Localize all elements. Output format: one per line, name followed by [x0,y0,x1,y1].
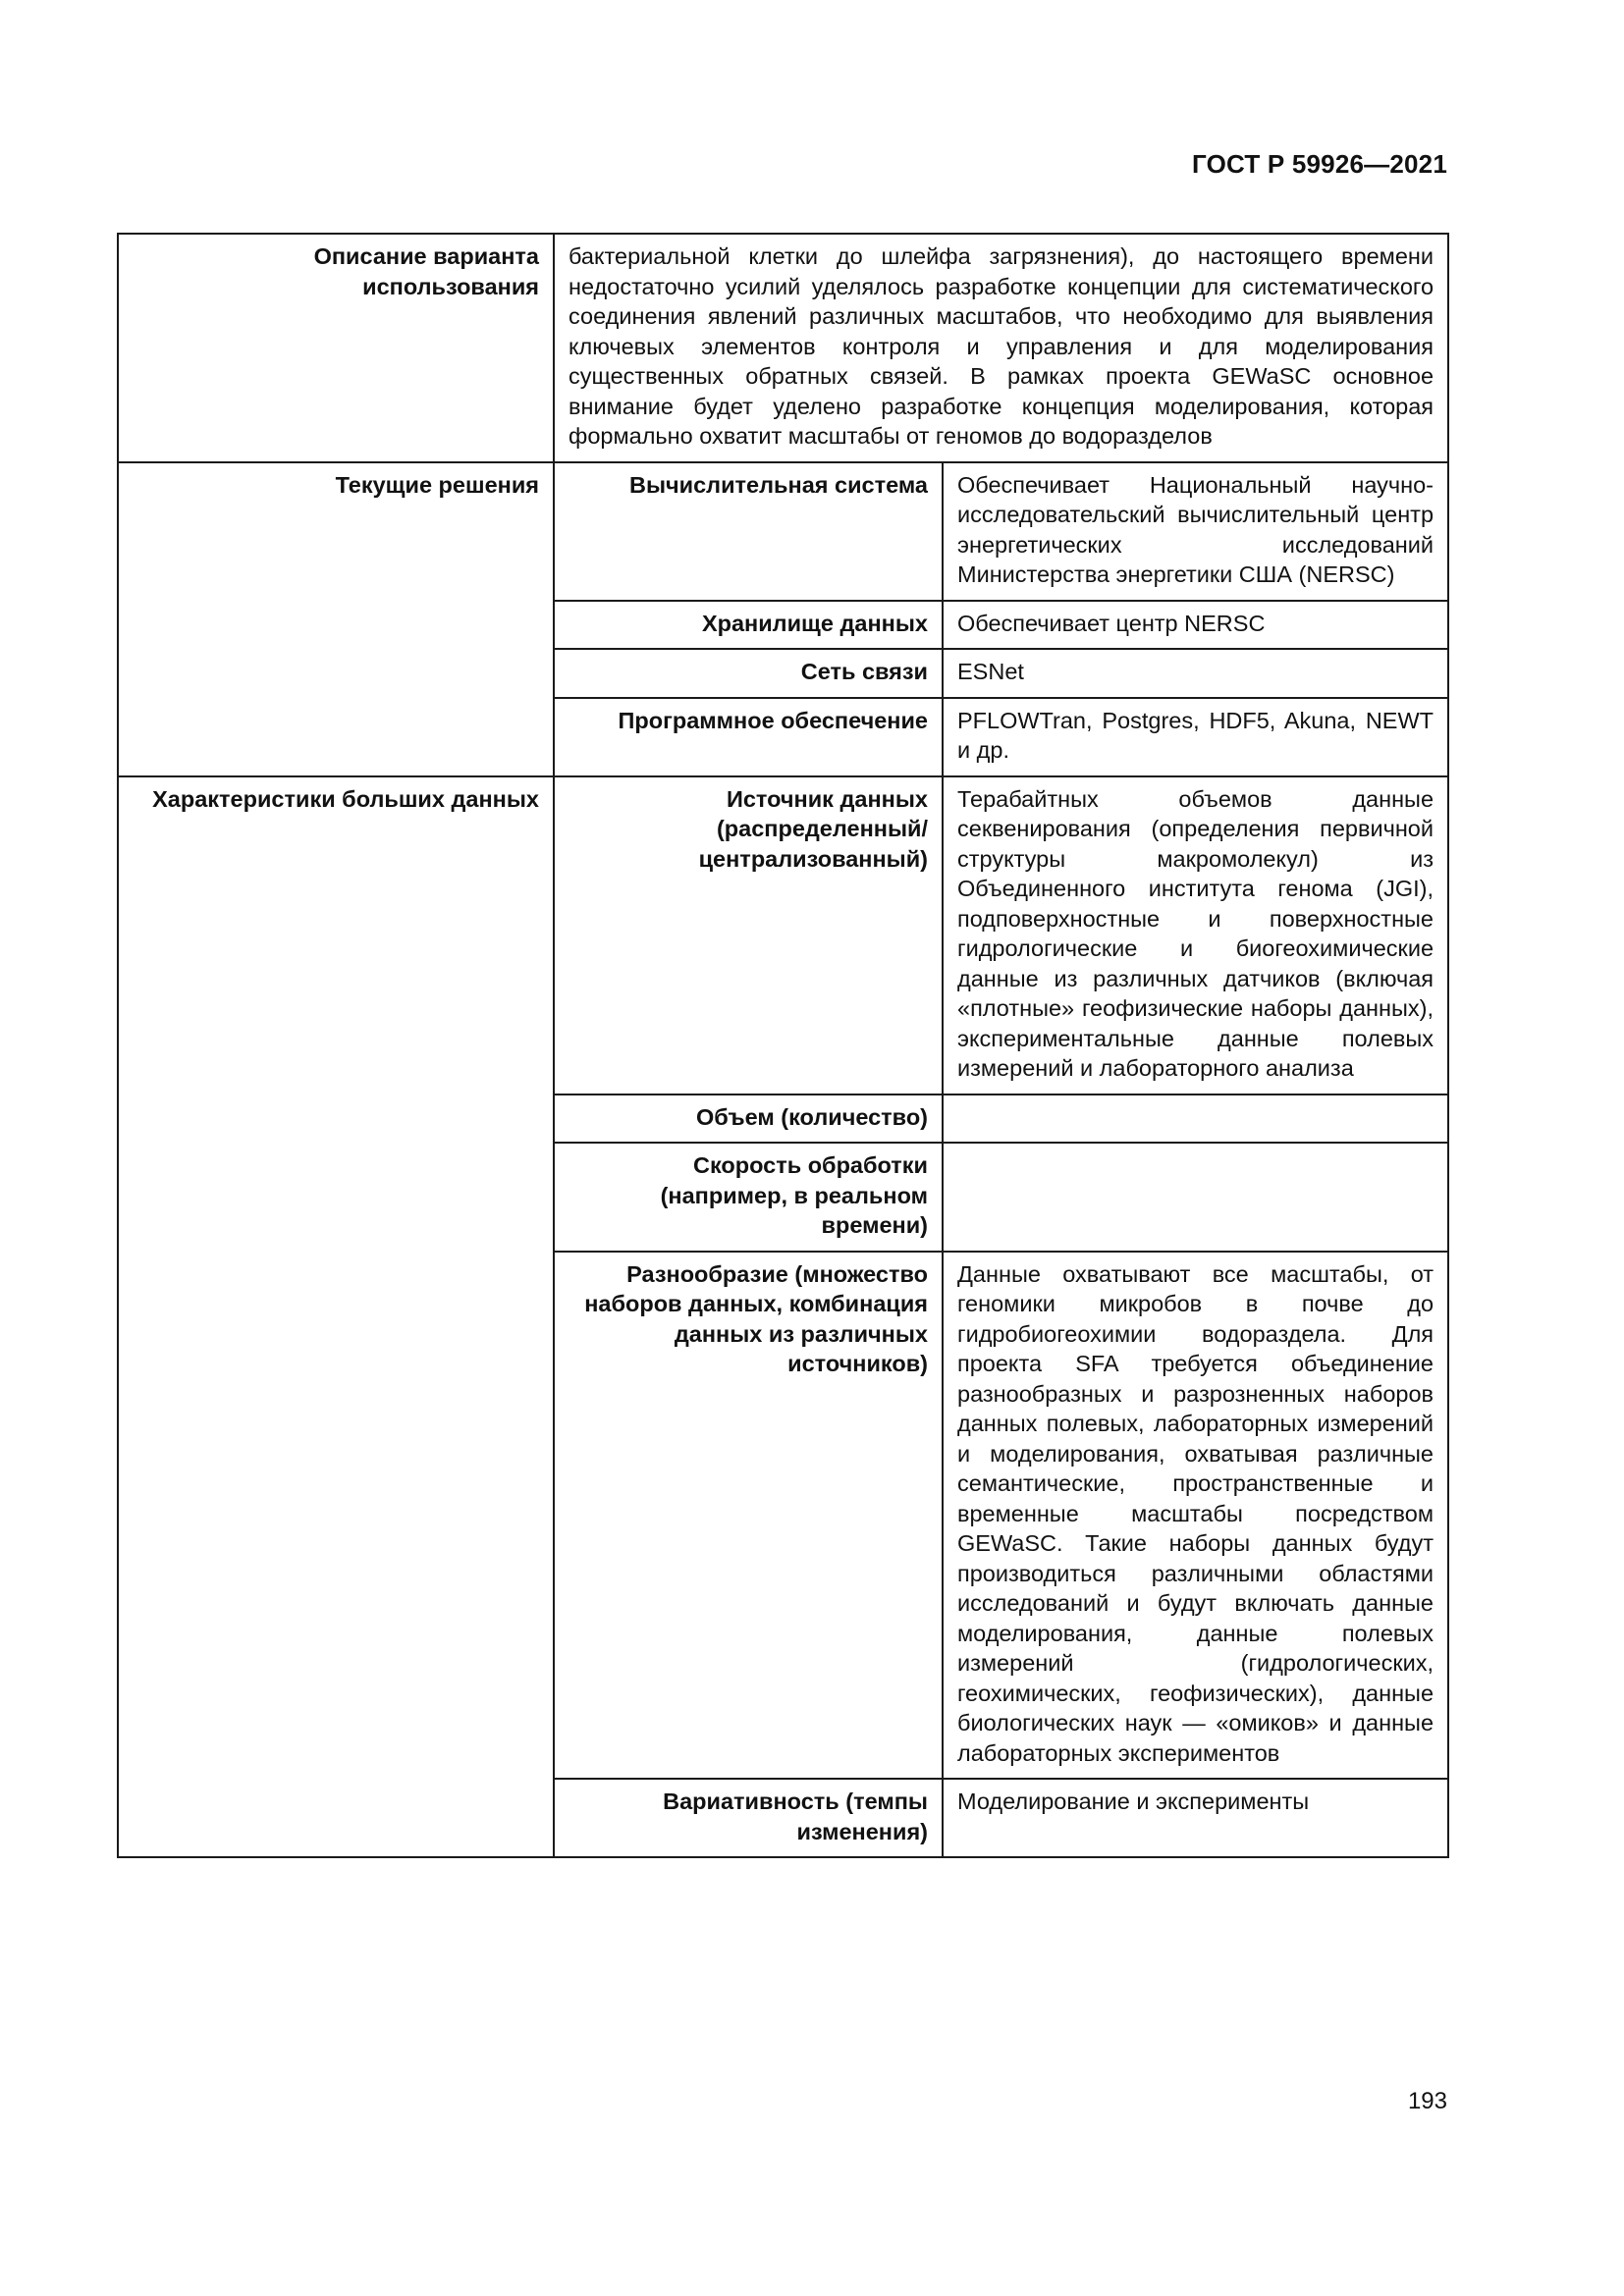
value-software: PFLOWTran, Postgres, HDF5, Akuna, NEWT и др. [943,698,1448,776]
key-velocity: Скорость обработки (например, в реальном времени) [554,1143,943,1252]
key-software: Программное обеспечение [554,698,943,776]
row-current-compute [118,462,1448,601]
description-text: бактериальной клетки до шлейфа загрязнения), до настоящего времени недостаточно усилий уделялось разработке концепции для систематического соединения явлений различных масштабов, что необходимо для выявления ключевых элементов контроля и управления и для моделирования существенных обратных связей. В рамках проекта GEWaSC основное внимание будет уделено разработке концепция моделирования, которая формально охватит масштабы от геномов до водоразделов [554,234,1448,462]
value-compute-system: Обеспечивает Национальный научно-исследовательский вычислительный центр энергетических исследований Министерства энергетики США (NERSC) [943,462,1448,601]
value-data-source: Терабайтных объемов данные секвенирования (определения первичной структуры макромолекул) из Объединенного института генома (JGI), подповерхностные и поверхностные гидрологические и биогеохимические данные из различных датчиков (включая «плотные» геофизические наборы данных), экспериментальные данные полевых измерений и лабораторного анализа [943,776,1448,1095]
key-compute-system: Вычислительная система [554,462,943,601]
value-volume [943,1095,1448,1144]
key-volume: Объем (количество) [554,1095,943,1144]
use-case-table [117,233,1449,1858]
key-network: Сеть связи [554,649,943,698]
value-velocity [943,1143,1448,1252]
document-id: ГОСТ Р 59926—2021 [1192,149,1447,179]
label-bigdata-characteristics: Характеристики больших данных [118,776,554,1858]
key-data-source: Источник данных (распределенный/централизованный) [554,776,943,1095]
row-bigdata-source [118,776,1448,1095]
key-variety: Разнообразие (множество наборов данных, комбинация данных из различных источников) [554,1252,943,1780]
label-current-solutions: Текущие решения [118,462,554,776]
page-number: 193 [1407,2088,1447,2114]
row-description [118,234,1448,462]
value-data-storage: Обеспечивает центр NERSC [943,601,1448,650]
value-variety: Данные охватывают все масштабы, от геномики микробов в почве до гидробиогеохимии водораздела. Для проекта SFA требуется объединение разнообразных и разрозненных наборов данных полевых, лабораторных измерений и моделирования, охватывая различные семантические, пространственные и временные масштабы посредством GEWaSC. Такие наборы данных будут производиться различными областями исследований и будут включать данные моделирования, данные полевых измерений (гидрологических, геохимических, геофизических), данные биологических наук — «омиков» и данные лабораторных экспериментов [943,1252,1448,1780]
value-variability: Моделирование и эксперименты [943,1779,1448,1857]
label-description: Описание варианта использования [118,234,554,462]
key-variability: Вариативность (темпы изменения) [554,1779,943,1857]
value-network: ESNet [943,649,1448,698]
key-data-storage: Хранилище данных [554,601,943,650]
